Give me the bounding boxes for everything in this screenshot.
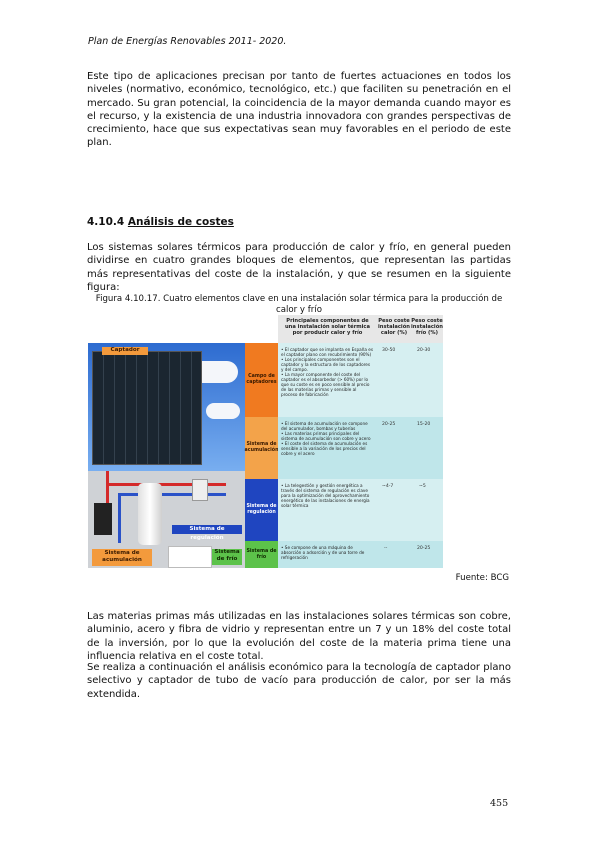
row-label-frio: Sistema de frío	[245, 541, 278, 568]
cold-pipe	[118, 493, 226, 496]
paragraph-materias: Las materias primas más utilizadas en las instalaciones solares térmicas son cobre, aluminio, acero y fibra de vidrio y representan entre un 7 y un 18% del coste total de la inversión, por lo que la evolución del coste de la materia prima tiene una influencia relativa en el coste total.	[87, 611, 511, 662]
cooling-machine	[168, 546, 212, 568]
installation-photo	[88, 343, 245, 568]
value-calor: 30-50	[382, 348, 396, 353]
table-header	[278, 315, 443, 343]
paragraph-costes: Los sistemas solares térmicos para producción de calor y frío, en general pueden dividirse en cuatro grandes bloques de elementos, que representan las partidas más representativas del coste de la instalación, y que se resumen en la siguiente figura:	[87, 242, 511, 293]
label-frio: Sistema de frío	[212, 549, 242, 565]
row-bullets: • Se compone de una máquina de absorción o adsorción y de una torre de refrigeración	[281, 545, 365, 560]
cloud	[206, 403, 240, 419]
pump-unit	[94, 503, 112, 535]
row-bullets: • La telegestión y gestión energética a través del sistema de regulación es clave para la optimización del aprovechamiento energético de las instalaciones de energía solar térmica	[281, 483, 370, 508]
label-captador: Captador	[102, 347, 148, 355]
label-acumulacion: Sistema de acumulación	[92, 549, 152, 566]
storage-tank	[138, 483, 162, 545]
table-row	[278, 417, 443, 479]
value-calor: 20-25	[382, 422, 396, 427]
paragraph-intro: Este tipo de aplicaciones precisan por tanto de fuertes actuaciones en todos los niveles (normativo, económico, tecnológico, etc.) que faciliten su penetración en el mercado. Su gran potencial, la coincidencia de la mayor demanda cuando mayor es el recurso, y la existencia de una industria innovadora con grandes perspectivas de crecimiento, hace que sus expectativas sean muy favorables en el periodo de este plan.	[87, 71, 511, 149]
section-number: 4.10.4	[87, 216, 125, 228]
header-components: Principales componentes de una instalación solar térmica por producir calor y frío	[284, 318, 371, 336]
table-row	[278, 343, 443, 417]
label-regulacion: Sistema de regulación	[172, 525, 242, 534]
controller-box	[192, 479, 208, 501]
hot-pipe	[106, 483, 226, 486]
value-frio: 15-20	[417, 422, 431, 427]
section-title: Análisis de costes	[127, 216, 234, 228]
table-row	[278, 479, 443, 541]
value-calor: --	[384, 546, 388, 551]
page-number: 455	[490, 798, 509, 809]
row-bullets: • El sistema de acumulación se compone del acumulador, bombas y tuberías • Las materias primas principales del sistema de acumulación son cobre y acero • El coste del sistema de acumulación es sensible a la variación de los precios del cobre y el acero	[281, 421, 371, 456]
value-calor: ~4-7	[382, 484, 394, 489]
row-label-regulacion: Sistema de regulación	[245, 479, 278, 541]
table-row	[278, 541, 443, 568]
section-heading	[87, 216, 234, 228]
header-peso-calor: Peso coste instalación calor (%)	[378, 318, 410, 336]
paragraph-analisis: Se realiza a continuación el análisis económico para la tecnología de captador plano selectivo y captador de tubo de vacío para producción de calor, por ser la más extendida.	[87, 662, 511, 700]
cold-pipe	[118, 493, 121, 543]
figure-source: Fuente: BCG	[455, 573, 509, 583]
row-bullets: • El captador que se implanta en España es el captador plano con recubrimiento (90%) • Los principales componentes son el captador y la estructura de los captadores y del campo. • La mayor componente del coste del captador es el absorbedor (> 60%) por lo que su coste es en poco sensible al precio de las materias primas y sensible al proceso de fabricación	[281, 347, 374, 397]
value-frio: 20-25	[417, 546, 431, 551]
row-label-acumulacion: Sistema de acumulación	[245, 417, 278, 479]
solar-panel	[92, 351, 202, 465]
value-frio: 20-30	[417, 348, 431, 353]
row-label-captadores: Campo de captadores	[245, 343, 278, 417]
value-frio: ~5	[419, 484, 426, 489]
figure-caption: Figura 4.10.17. Cuatro elementos clave en una instalación solar térmica para la producción de calor y frío	[95, 294, 503, 315]
figure-solar-system	[88, 315, 443, 568]
header-peso-frio: Peso coste instalación frío (%)	[411, 318, 443, 336]
running-header: Plan de Energías Renovables 2011- 2020.	[88, 36, 287, 47]
